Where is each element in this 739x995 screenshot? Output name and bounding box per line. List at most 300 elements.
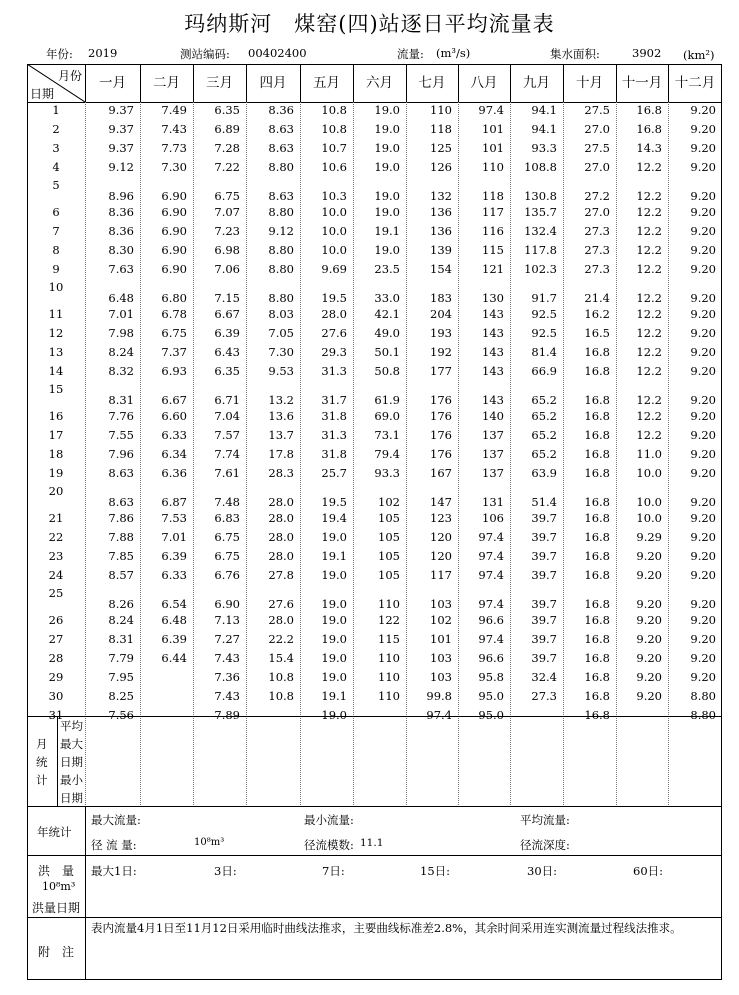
col-divider	[353, 102, 354, 805]
flow-value: 16.8	[584, 511, 610, 525]
flow-value: 8.26	[108, 597, 134, 611]
flow-value: 8.63	[268, 122, 294, 136]
flow-value: 7.86	[108, 511, 134, 525]
day-label: 5	[52, 178, 60, 192]
day-label: 4	[52, 160, 60, 174]
flow-value: 12.2	[636, 160, 662, 174]
flow-value: 9.20	[690, 243, 716, 257]
day-label: 6	[52, 205, 60, 219]
flow-value: 6.60	[161, 409, 187, 423]
flow-value: 125	[430, 141, 452, 155]
flow-value: 105	[378, 511, 400, 525]
flow-value: 9.20	[690, 597, 716, 611]
flow-value: 193	[430, 326, 452, 340]
flow-value: 9.20	[690, 613, 716, 627]
monthly-stats-label-2: 统	[36, 755, 48, 769]
stats-label-divider	[57, 716, 58, 806]
flow-value: 97.4	[478, 632, 504, 646]
flow-value: 9.12	[108, 160, 134, 174]
flow-value: 143	[482, 326, 504, 340]
flow-value: 39.7	[531, 549, 557, 563]
annual-runoff-volume: 径 流 量:	[91, 838, 137, 852]
flow-value: 6.34	[161, 447, 187, 461]
col-divider	[246, 102, 247, 805]
flow-value: 154	[430, 262, 452, 276]
flow-value: 79.4	[374, 447, 400, 461]
flow-value: 6.35	[214, 103, 240, 117]
flow-value: 105	[378, 568, 400, 582]
flow-value: 19.0	[374, 122, 400, 136]
day-label: 24	[48, 568, 64, 582]
flow-value: 95.8	[478, 670, 504, 684]
flow-value: 19.0	[374, 189, 400, 203]
col-divider	[510, 102, 511, 805]
flow-value: 176	[430, 447, 452, 461]
col-divider	[193, 102, 194, 805]
flow-value: 10.0	[636, 495, 662, 509]
flow-value: 32.4	[531, 670, 557, 684]
notes-label: 附 注	[38, 945, 75, 959]
flow-value: 19.0	[374, 103, 400, 117]
flow-value: 39.7	[531, 613, 557, 627]
flow-value: 96.6	[478, 651, 504, 665]
station-code-value: 00402400	[248, 46, 307, 60]
flow-value: 9.37	[108, 141, 134, 155]
flow-value: 19.0	[321, 670, 347, 684]
flow-value: 8.63	[108, 495, 134, 509]
day-label: 26	[48, 613, 64, 627]
flow-value: 6.90	[214, 597, 240, 611]
flow-value: 7.95	[108, 670, 134, 684]
flow-value: 9.20	[636, 613, 662, 627]
day-label: 17	[48, 428, 64, 442]
flow-value: 69.0	[374, 409, 400, 423]
year-value: 2019	[88, 46, 118, 60]
flow-value: 8.57	[108, 568, 134, 582]
flow-value: 7.01	[161, 530, 187, 544]
flow-value: 12.2	[636, 345, 662, 359]
flow-value: 7.55	[108, 428, 134, 442]
month-header: 十月	[576, 75, 603, 91]
flow-value: 9.20	[690, 326, 716, 340]
flow-value: 73.1	[374, 428, 400, 442]
flow-value: 27.6	[268, 597, 294, 611]
flow-value: 12.2	[636, 243, 662, 257]
flow-value: 6.67	[161, 393, 187, 407]
day-label: 23	[48, 549, 64, 563]
day-label: 7	[52, 224, 60, 238]
flow-value: 9.20	[690, 466, 716, 480]
annual-flood-divider	[27, 855, 722, 856]
flow-value: 177	[430, 364, 452, 378]
flow-value: 7.01	[108, 307, 134, 321]
flow-value: 27.0	[584, 122, 610, 136]
flow-value: 135.7	[524, 205, 557, 219]
month-header: 九月	[523, 75, 550, 91]
flood-max-30day: 30日:	[527, 864, 558, 878]
flow-value: 6.76	[214, 568, 240, 582]
day-label: 20	[48, 484, 64, 498]
flow-value: 28.0	[268, 530, 294, 544]
flow-value: 19.0	[321, 530, 347, 544]
flow-value: 7.61	[214, 466, 240, 480]
flood-max-7day: 7日:	[322, 864, 345, 878]
day-label: 27	[48, 632, 64, 646]
flow-value: 12.2	[636, 393, 662, 407]
day-label: 29	[48, 670, 64, 684]
header-col-divider	[85, 64, 86, 102]
flood-volume-unit: 10⁸m³	[42, 880, 76, 893]
flow-value: 27.3	[584, 243, 610, 257]
flow-value: 120	[430, 530, 452, 544]
flow-value: 9.37	[108, 122, 134, 136]
day-label: 31	[48, 708, 64, 722]
flow-value: 126	[430, 160, 452, 174]
flow-value: 118	[482, 189, 504, 203]
flow-value: 27.6	[321, 326, 347, 340]
flow-value: 16.8	[584, 613, 610, 627]
flow-value: 8.63	[108, 466, 134, 480]
flow-value: 97.4	[478, 530, 504, 544]
flow-value: 28.3	[268, 466, 294, 480]
flow-value: 7.57	[214, 428, 240, 442]
area-unit: (km²)	[683, 48, 715, 62]
day-label: 9	[52, 262, 60, 276]
flow-value: 6.75	[214, 530, 240, 544]
flow-value: 66.9	[531, 364, 557, 378]
flow-value: 102	[430, 613, 452, 627]
flow-value: 28.0	[268, 549, 294, 563]
flow-value: 19.5	[321, 495, 347, 509]
flood-max-1day: 最大1日:	[91, 864, 137, 878]
flow-value: 6.83	[214, 511, 240, 525]
header-col-divider	[193, 64, 194, 102]
flow-value: 110	[378, 670, 400, 684]
flow-value: 7.89	[214, 708, 240, 722]
header-col-divider	[246, 64, 247, 102]
flow-value: 6.90	[161, 262, 187, 276]
flow-value: 25.7	[321, 466, 347, 480]
flow-value: 92.5	[531, 326, 557, 340]
flow-value: 8.36	[268, 103, 294, 117]
annual-runoff-modulus-value: 11.1	[360, 837, 384, 849]
flow-value: 39.7	[531, 597, 557, 611]
flow-value: 7.53	[161, 511, 187, 525]
flow-value: 167	[430, 466, 452, 480]
flow-value: 27.5	[584, 141, 610, 155]
flow-value: 7.04	[214, 409, 240, 423]
annual-max-flow: 最大流量:	[91, 813, 141, 827]
flow-value: 9.20	[636, 568, 662, 582]
flow-value: 9.20	[636, 689, 662, 703]
flow-value: 12.2	[636, 409, 662, 423]
flow-value: 28.0	[268, 613, 294, 627]
flow-value: 6.71	[214, 393, 240, 407]
flow-value: 10.0	[321, 243, 347, 257]
flow-value: 31.8	[321, 447, 347, 461]
flow-value: 97.4	[426, 708, 452, 722]
flow-value: 39.7	[531, 568, 557, 582]
flow-value: 7.28	[214, 141, 240, 155]
flow-value: 8.36	[108, 205, 134, 219]
flow-value: 9.20	[690, 291, 716, 305]
flow-value: 39.7	[531, 651, 557, 665]
flood-date-label: 洪量日期	[32, 901, 81, 915]
flow-value: 143	[482, 364, 504, 378]
flow-value: 81.4	[531, 345, 557, 359]
flow-value: 9.29	[636, 530, 662, 544]
flow-value: 6.93	[161, 364, 187, 378]
flow-value: 7.07	[214, 205, 240, 219]
flow-value: 132.4	[524, 224, 557, 238]
flow-value: 9.20	[690, 160, 716, 174]
flow-value: 101	[482, 122, 504, 136]
flow-value: 101	[482, 141, 504, 155]
area-label: 集水面积:	[550, 47, 600, 61]
flow-value: 123	[430, 511, 452, 525]
flow-value: 12.2	[636, 428, 662, 442]
flow-value: 16.8	[584, 670, 610, 684]
month-header: 十二月	[674, 75, 716, 91]
flow-value: 10.0	[636, 511, 662, 525]
flow-value: 10.8	[321, 103, 347, 117]
flow-value: 10.8	[268, 689, 294, 703]
flow-value: 28.0	[268, 511, 294, 525]
header-divider	[27, 102, 722, 103]
flow-value: 101	[430, 632, 452, 646]
flow-value: 7.13	[214, 613, 240, 627]
flow-value: 7.43	[214, 651, 240, 665]
flow-value: 28.0	[321, 307, 347, 321]
flow-value: 6.54	[161, 597, 187, 611]
flow-value: 8.80	[268, 160, 294, 174]
flow-value: 6.39	[161, 549, 187, 563]
flow-value: 28.0	[268, 495, 294, 509]
day-label: 3	[52, 141, 60, 155]
flow-value: 91.7	[531, 291, 557, 305]
flow-value: 12.2	[636, 307, 662, 321]
flow-value: 19.0	[374, 141, 400, 155]
flow-value: 106	[482, 511, 504, 525]
flow-value: 9.20	[690, 224, 716, 238]
flow-value: 8.03	[268, 307, 294, 321]
flow-value: 42.1	[374, 307, 400, 321]
flow-value: 27.8	[268, 568, 294, 582]
flow-value: 117	[430, 568, 452, 582]
flow-value: 9.20	[636, 632, 662, 646]
flow-value: 19.0	[321, 568, 347, 582]
corner-month-label: 月份	[58, 69, 83, 83]
flow-value: 16.8	[584, 597, 610, 611]
flow-value: 176	[430, 393, 452, 407]
col-divider	[140, 102, 141, 805]
flow-value: 13.6	[268, 409, 294, 423]
flow-value: 7.56	[108, 708, 134, 722]
flow-value: 7.15	[214, 291, 240, 305]
flow-value: 9.20	[690, 393, 716, 407]
flow-value: 23.5	[374, 262, 400, 276]
flow-value: 19.0	[321, 632, 347, 646]
flow-value: 9.37	[108, 103, 134, 117]
flow-value: 19.0	[321, 597, 347, 611]
annual-mean-flow: 平均流量:	[520, 813, 570, 827]
annual-runoff-unit: 10⁸m³	[194, 837, 225, 848]
day-label: 11	[48, 307, 64, 321]
annual-runoff-depth: 径流深度:	[520, 838, 570, 852]
flow-value: 9.20	[690, 447, 716, 461]
flow-value: 9.20	[690, 262, 716, 276]
station-code-label: 测站编码:	[180, 47, 230, 61]
flow-value: 137	[482, 447, 504, 461]
flow-value: 10.8	[268, 670, 294, 684]
flow-value: 8.32	[108, 364, 134, 378]
area-value: 3902	[632, 46, 662, 60]
flow-value: 9.20	[690, 141, 716, 155]
flow-value: 16.8	[584, 466, 610, 480]
flow-value: 9.20	[690, 307, 716, 321]
flow-value: 143	[482, 345, 504, 359]
flow-value: 7.27	[214, 632, 240, 646]
flow-value: 102	[378, 495, 400, 509]
flow-value: 6.90	[161, 243, 187, 257]
day-label: 8	[52, 243, 60, 257]
flow-value: 39.7	[531, 530, 557, 544]
flow-value: 65.2	[531, 428, 557, 442]
flow-value: 105	[378, 530, 400, 544]
page-title: 玛纳斯河 煤窑(四)站逐日平均流量表	[184, 12, 555, 36]
flow-value: 8.36	[108, 224, 134, 238]
flow-value: 6.87	[161, 495, 187, 509]
flow-value: 16.8	[584, 689, 610, 703]
flow-value: 95.0	[478, 689, 504, 703]
flow-value: 9.20	[690, 345, 716, 359]
flow-value: 8.96	[108, 189, 134, 203]
year-label: 年份:	[46, 47, 73, 61]
corner-day-label: 日期	[30, 87, 55, 101]
flow-value: 120	[430, 549, 452, 563]
flow-value: 27.3	[531, 689, 557, 703]
flow-value: 192	[430, 345, 452, 359]
flood-notes-divider	[27, 917, 722, 918]
month-header: 七月	[418, 75, 446, 91]
flow-value: 31.3	[321, 428, 347, 442]
month-header: 五月	[313, 75, 340, 91]
flow-value: 16.8	[584, 345, 610, 359]
flow-value: 10.7	[321, 141, 347, 155]
flow-value: 16.8	[636, 122, 662, 136]
flow-value: 65.2	[531, 409, 557, 423]
flow-value: 9.20	[690, 122, 716, 136]
flow-value: 19.0	[321, 651, 347, 665]
flow-value: 6.75	[161, 326, 187, 340]
flow-value: 65.2	[531, 447, 557, 461]
flow-value: 6.75	[214, 549, 240, 563]
flow-value: 9.20	[636, 549, 662, 563]
flow-value: 33.0	[374, 291, 400, 305]
left-label-divider	[85, 806, 86, 980]
month-header: 六月	[366, 75, 393, 91]
flow-value: 7.37	[161, 345, 187, 359]
day-label: 12	[48, 326, 64, 340]
flow-value: 16.8	[584, 409, 610, 423]
monthly-stat-min: 最小	[60, 773, 83, 787]
flow-value: 27.3	[584, 262, 610, 276]
flow-value: 8.80	[268, 262, 294, 276]
stats-annual-divider	[27, 806, 722, 807]
flow-value: 16.8	[636, 103, 662, 117]
flow-value: 115	[482, 243, 504, 257]
flow-value: 12.2	[636, 326, 662, 340]
flow-value: 7.63	[108, 262, 134, 276]
day-label: 21	[48, 511, 64, 525]
flow-value: 6.48	[161, 613, 187, 627]
day-label: 10	[48, 280, 64, 294]
flow-value: 143	[482, 393, 504, 407]
flow-value: 16.8	[584, 393, 610, 407]
flow-value: 61.9	[374, 393, 400, 407]
month-header: 一月	[99, 75, 126, 91]
flow-value: 9.20	[690, 428, 716, 442]
day-label: 1	[52, 103, 60, 117]
flow-value: 7.23	[214, 224, 240, 238]
flow-value: 7.98	[108, 326, 134, 340]
flow-value: 108.8	[524, 160, 557, 174]
flow-value: 65.2	[531, 393, 557, 407]
flow-value: 93.3	[374, 466, 400, 480]
flow-value: 97.4	[478, 549, 504, 563]
flow-value: 7.76	[108, 409, 134, 423]
flow-value: 9.20	[636, 651, 662, 665]
flow-value: 7.49	[161, 103, 187, 117]
flow-value: 27.2	[584, 189, 610, 203]
flow-value: 9.20	[690, 549, 716, 563]
flow-value: 63.9	[531, 466, 557, 480]
header-col-divider	[300, 64, 301, 102]
flow-value: 115	[378, 632, 400, 646]
monthly-stat-min-date: 日期	[60, 791, 83, 805]
flow-value: 16.8	[584, 549, 610, 563]
flow-value: 31.3	[321, 364, 347, 378]
flow-value: 183	[430, 291, 452, 305]
flow-value: 13.7	[268, 428, 294, 442]
flow-value: 95.0	[478, 708, 504, 722]
flow-value: 19.0	[321, 708, 347, 722]
flow-value: 97.4	[478, 597, 504, 611]
flow-value: 16.8	[584, 428, 610, 442]
flow-value: 12.2	[636, 262, 662, 276]
flow-value: 7.43	[161, 122, 187, 136]
flow-value: 7.48	[214, 495, 240, 509]
flow-value: 19.5	[321, 291, 347, 305]
flow-value: 15.4	[268, 651, 294, 665]
flow-value: 102.3	[524, 262, 557, 276]
annual-min-flow: 最小流量:	[304, 813, 354, 827]
flow-value: 31.8	[321, 409, 347, 423]
flow-value: 176	[430, 409, 452, 423]
flow-value: 16.8	[584, 708, 610, 722]
monthly-stat-max-date: 日期	[60, 755, 83, 769]
flow-value: 96.6	[478, 613, 504, 627]
flow-value: 7.30	[161, 160, 187, 174]
flow-value: 137	[482, 466, 504, 480]
flow-value: 9.20	[636, 597, 662, 611]
day-label: 14	[48, 364, 64, 378]
flow-value: 6.39	[214, 326, 240, 340]
flow-value: 117.8	[524, 243, 557, 257]
flow-value: 110	[430, 103, 452, 117]
flow-value: 7.06	[214, 262, 240, 276]
day-label: 15	[48, 382, 64, 396]
